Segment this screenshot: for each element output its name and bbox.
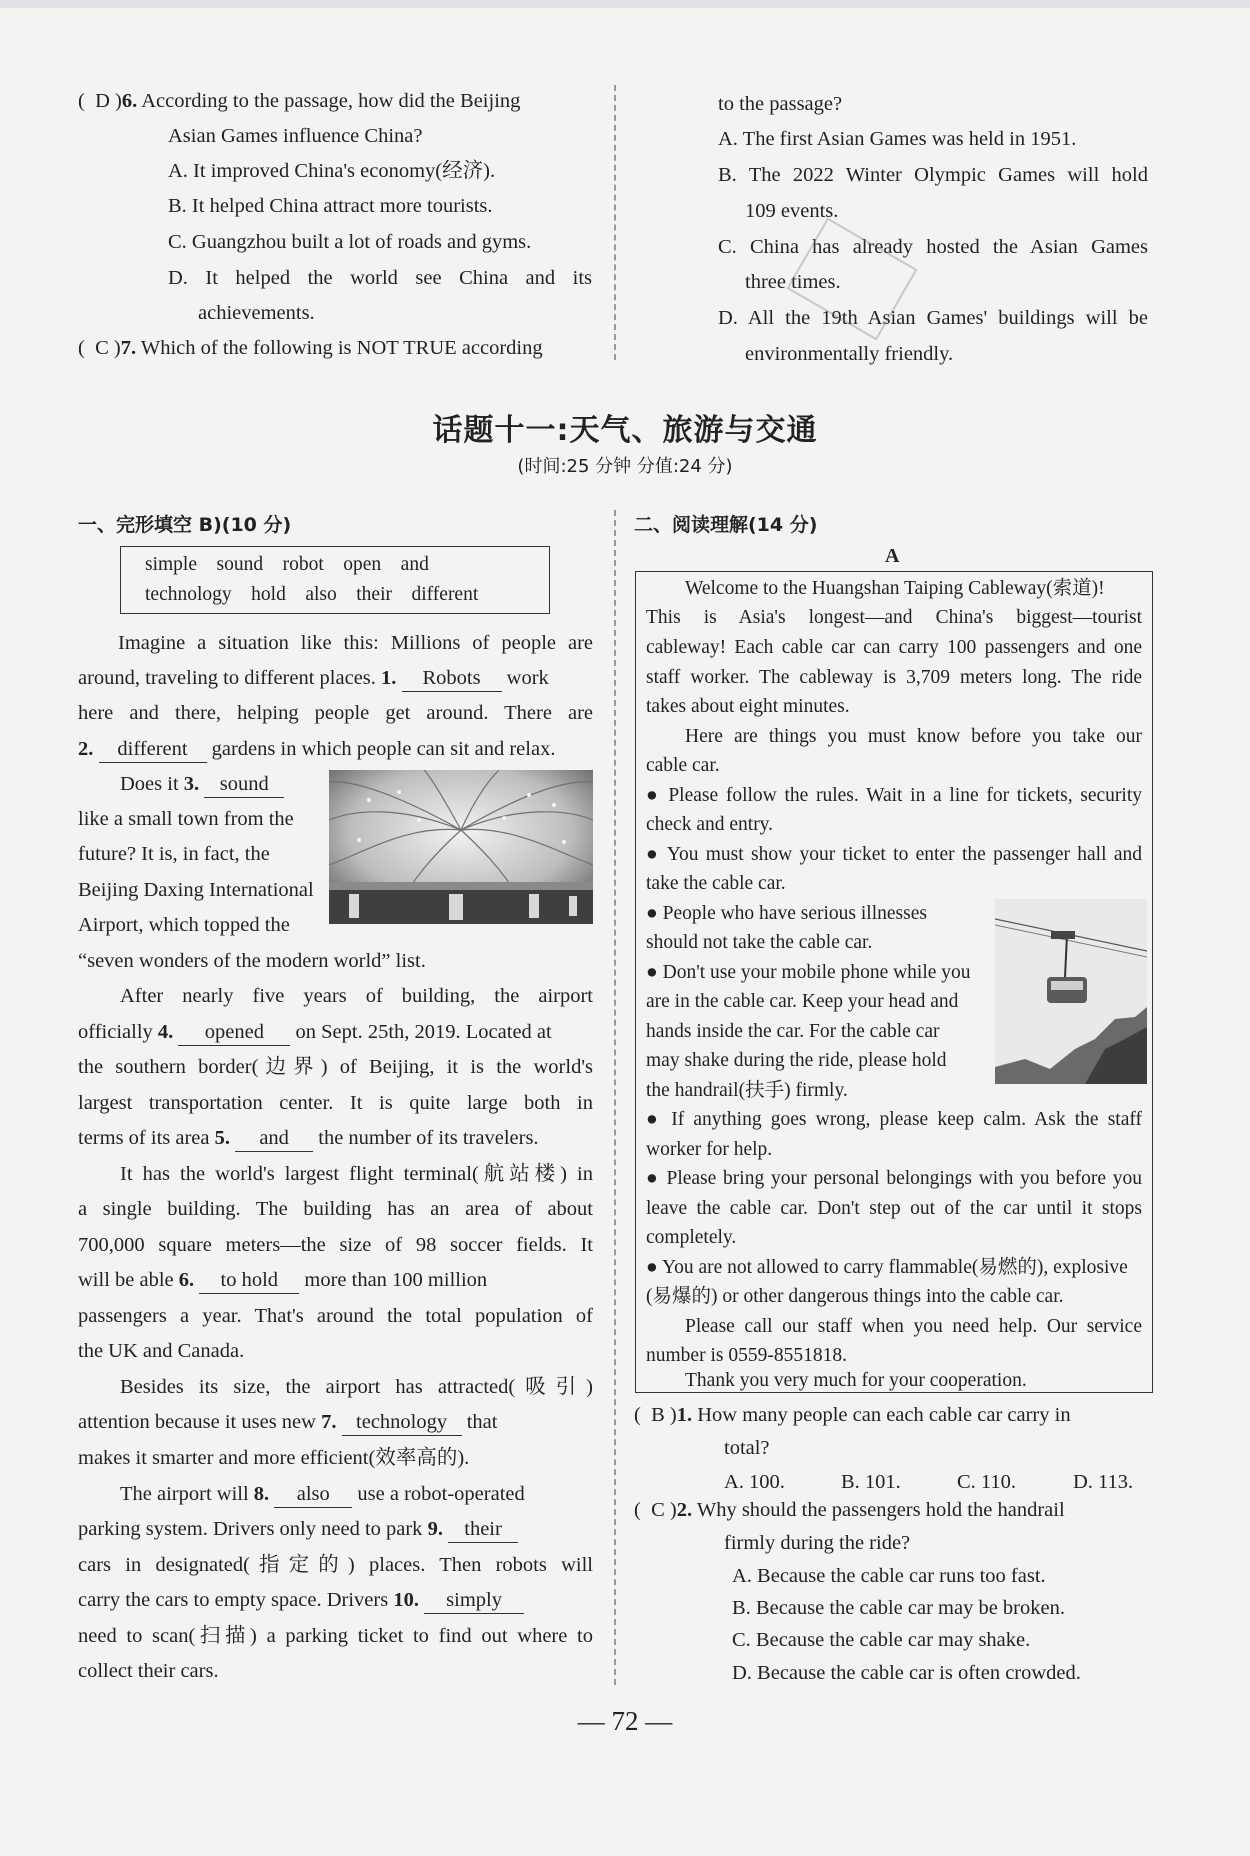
column-separator-bottom — [614, 510, 616, 1685]
blank-1: Robots — [402, 665, 502, 692]
option-7a: A. The first Asian Games was held in 1951. — [718, 128, 1077, 150]
column-separator-top — [614, 85, 616, 360]
reading-option-2d: D. Because the cable car is often crowded. — [732, 1662, 1081, 1684]
blank-9: their — [448, 1516, 518, 1543]
notice-box: Welcome to the Huangshan Taiping Cableway(索道)! This is Asia's longest—and China's biggest—tourist cableway! Each cable car can carry 100 passengers and one staff worker. The cableway is 3,709 meters long. The ride takes about eight minutes. Here are things you must know before you take our cable car. ● Please follow the rules. Wait in a line for tickets, security check and entry. ● You must show your ticket to enter the passenger hall and take the cable car. ● People who have serious illnesses should not take the cable car. ● Don't use your mobile phone while you are in the cable car. Keep your head and hands inside the car. For the cable car may shake during the ride, please hold the handrail(扶手) firmly. ● If anything goes wrong, please keep calm. Ask the staff worker for help. ● Please bring your personal belongings with you before you leave the cable car. Don't step out of the car until it stops completely. ● You are not allowed to carry flammable(易燃的), explosive (易爆的) or other dangerous things into the cable car. Please call our staff when you need help. Our service number is 0559-8551818. Thank you very much for your cooperation. — [635, 571, 1153, 1393]
blank-6: to hold — [199, 1267, 299, 1294]
answer-7: C — [95, 337, 109, 359]
blank-7: technology — [342, 1409, 462, 1436]
answer-6: D — [95, 90, 110, 112]
cable-car-photo — [995, 899, 1147, 1084]
reading-answer-2: C — [651, 1499, 665, 1521]
reading-heading: 二、阅读理解(14 分) — [634, 514, 818, 536]
option-7d: D. All the 19th Asian Games' buildings will be — [718, 307, 1148, 329]
airport-photo — [329, 770, 593, 924]
reading-option-2a: A. Because the cable car runs too fast. — [732, 1565, 1046, 1587]
question-7: ( C )7. Which of the following is NOT TRUE according — [78, 337, 543, 359]
option-6a: A. It improved China's economy(经济). — [168, 160, 496, 182]
option-7b: B. The 2022 Winter Olympic Games will hold — [718, 164, 1148, 186]
blank-5: and — [235, 1125, 313, 1152]
page-subtitle: (时间:25 分钟 分值:24 分) — [517, 456, 733, 477]
word-box: simple sound robot open and technology hold also their different — [120, 546, 550, 614]
reading-option-2b: B. Because the cable car may be broken. — [732, 1597, 1065, 1619]
number-7: 7. — [120, 337, 137, 359]
reading-section-label: A — [885, 545, 900, 567]
cloze-heading: 一、完形填空 B)(10 分) — [78, 514, 292, 536]
reading-question-1: ( B )1. How many people can each cable car carry in — [634, 1404, 1071, 1426]
page-number: — 72 — — [577, 1706, 673, 1736]
option-6d: D. It helped the world see China and its — [168, 267, 592, 289]
reading-options-1: A. 100. B. 101. C. 110. D. 113. — [724, 1471, 1134, 1493]
reading-option-2c: C. Because the cable car may shake. — [732, 1629, 1031, 1651]
blank-8: also — [274, 1481, 352, 1508]
blank-2: different — [99, 736, 207, 763]
option-7c: C. China has already hosted the Asian Games — [718, 236, 1148, 258]
reading-answer-1: B — [651, 1404, 665, 1426]
option-6c: C. Guangzhou built a lot of roads and gyms. — [168, 231, 532, 253]
blank-4: opened — [178, 1019, 290, 1046]
option-6b: B. It helped China attract more tourists. — [168, 195, 493, 217]
page-top-edge — [0, 0, 1250, 8]
number-6: 6. — [121, 90, 138, 112]
blank-10: simply — [424, 1587, 524, 1614]
page-title: 话题十一:天气、旅游与交通 — [432, 413, 818, 448]
blank-3: sound — [204, 771, 284, 798]
question-6: ( D )6. According to the passage, how did the Beijing — [78, 90, 521, 112]
reading-question-2: ( C )2. Why should the passengers hold the handrail — [634, 1499, 1065, 1521]
